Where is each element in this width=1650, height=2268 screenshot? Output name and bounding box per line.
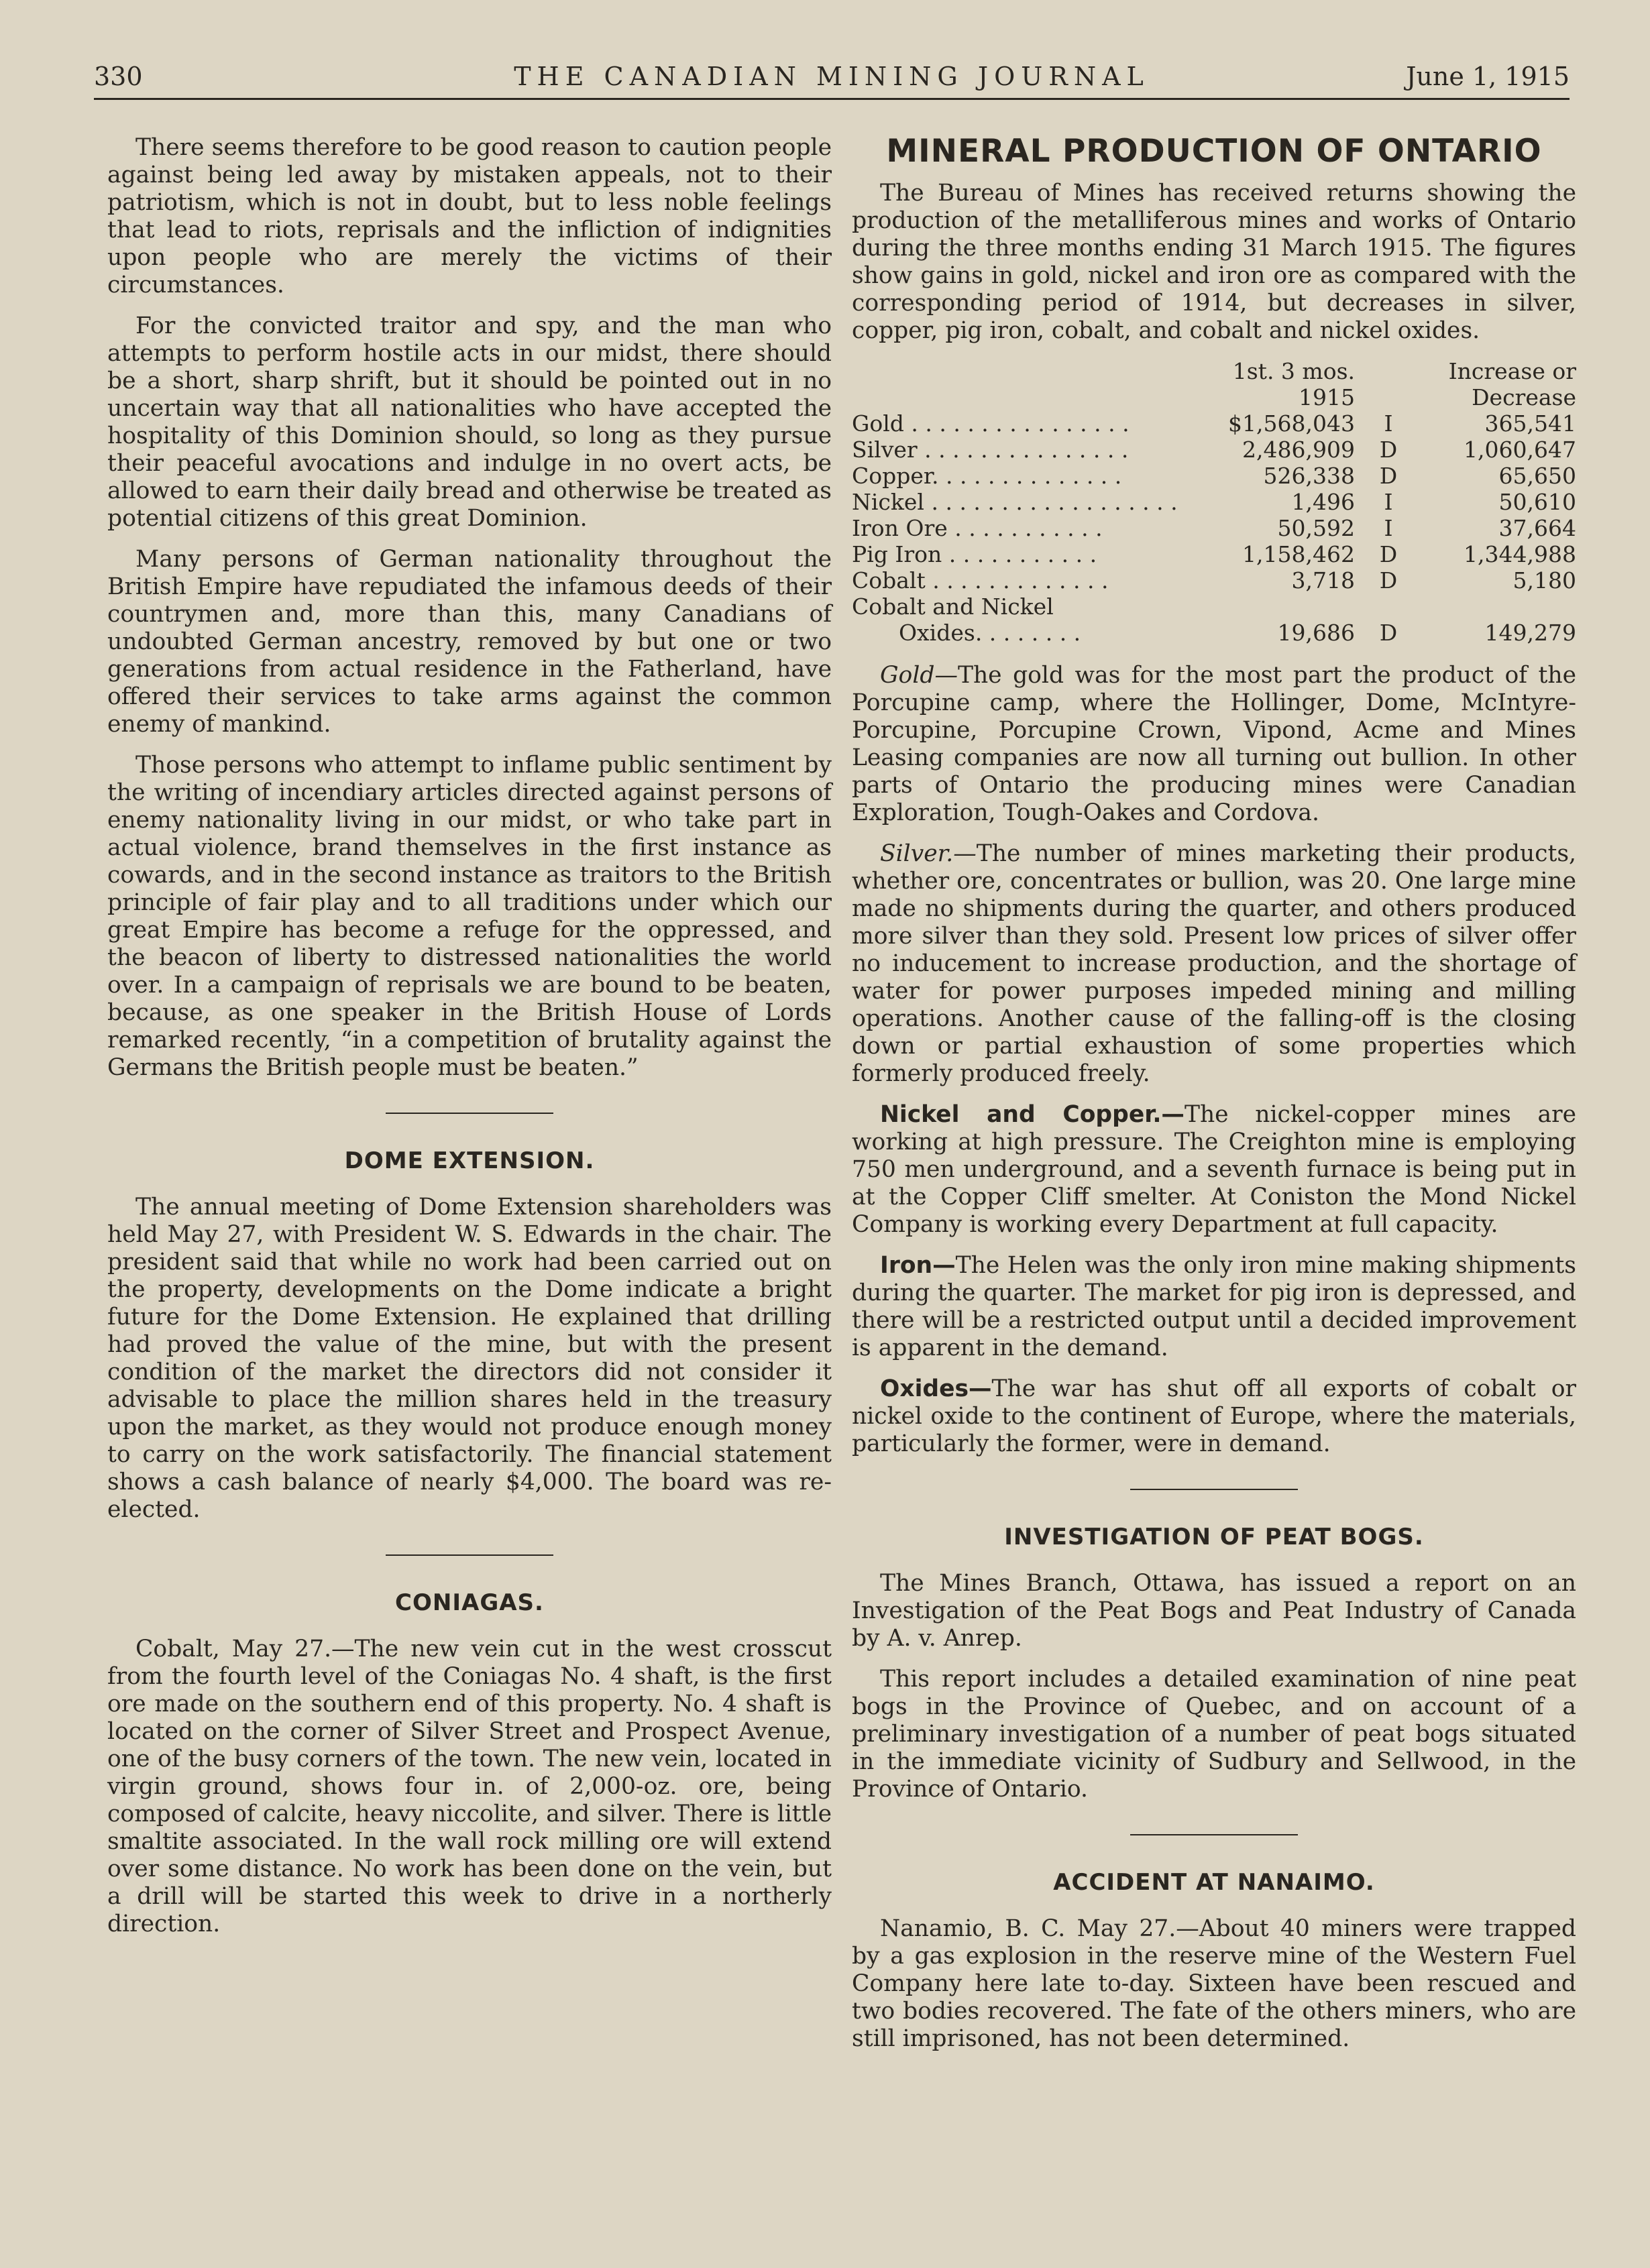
gold-runin-head: Gold— [880,662,958,689]
table-row [852,593,1576,620]
table-row [852,410,1576,437]
table-row [852,489,1576,515]
silver-runin-head: Silver.— [880,840,977,867]
row-mineral: Oxides [899,620,975,646]
row-leader: . . . . . . . . . . . . . . . . [903,410,1130,437]
editorial-paragraph: Many persons of German nationality throughout the British Empire have repudiated the infamous deeds of their countrymen and, more than this, many Canadians of undoubted German ancestry, removed by but one or two generations from actual residence in the Fatherland, have offered their services to take arms against the common enemy of mankind. [107,546,832,738]
page-number: 330 [94,62,143,91]
peat-paragraph: The Mines Branch, Ottawa, has issued a report on an Investigation of the Peat Bogs and Peat Industry of Canada by A. v. Anrep. [852,1570,1576,1652]
row-diff: 50,610 [1498,489,1576,515]
row-leader: . . . . . . . . . . . [947,515,1103,541]
row-leader: . . . . . . . . . . . . . . [932,463,1122,489]
col-header-change2: Decrease [1472,384,1576,410]
dome-extension-text: The annual meeting of Dome Extension shareholders was held May 27, with President W. S. Edwards in the chair. The president said that while no work had been carried out on the property, developments on the Dome indicate a bright future for the Dome Extension. He explained that drilling had proved the value of the mine, but with the present condition of the market the directors did not consider it advisable to place the million shares held in the treasury upon the market, as they would not produce enough money to carry on the work satisfactorily. The financial statement shows a cash balance of nearly $4,000. The board was re-elected. [107,1194,832,1523]
row-value: $1,568,043 [1228,410,1355,437]
row-mineral: Pig Iron [852,541,942,567]
row-leader: . . . . . . . . [975,620,1081,646]
row-flag: I [1384,489,1393,515]
row-leader: . . . . . . . . . . . . . . . [917,437,1129,463]
silver-text: The number of mines marketing their products, whether ore, concentrates or bullion, was 20. One large mine made no shipments during the quarter, and others produced more silver than they sold. Present low prices of silver offer no inducement to increase production, and the shortage of water for power purposes impeded mining and milling operations. Another cause of the falling-off is the closing down or partial exhaustion of some properties which formerly produced freely. [852,840,1576,1087]
page-header [94,62,1570,102]
row-mineral: Iron Ore [852,515,948,541]
row-value: 19,686 [1277,620,1355,646]
row-flag: D [1379,620,1398,646]
table-row [852,437,1576,463]
row-flag: I [1384,515,1393,541]
table-row [852,620,1576,646]
row-diff: 149,279 [1484,620,1576,646]
table-row [852,515,1576,541]
col-header-period: 1st. 3 mos. [1232,358,1355,384]
dome-extension-heading: DOME EXTENSION. [344,1147,595,1174]
peat-bogs-heading: INVESTIGATION OF PEAT BOGS. [1004,1524,1424,1550]
row-mineral: Copper [852,463,932,489]
row-mineral: Nickel [852,489,924,515]
silver-paragraph [852,840,1576,1088]
section-divider [1130,1834,1298,1835]
editorial-paragraph: There seems therefore to be good reason to caution people against being led away by mistaken appeals, not to their patriotism, which is not in doubt, but to less noble feelings that lead to riots, reprisals and the infliction of indignities upon people who are merely the victims of their circumstances. [107,134,832,298]
nickel-copper-paragraph [852,1101,1576,1239]
journal-title: THE CANADIAN MINING JOURNAL [514,62,1150,91]
row-flag: D [1379,567,1398,593]
row-flag: D [1379,437,1398,463]
row-diff: 1,344,988 [1464,541,1576,567]
row-diff: 37,664 [1498,515,1576,541]
oxides-runin-head: Oxides— [880,1375,992,1402]
row-mineral: Silver [852,437,918,463]
iron-text: The Helen was the only iron mine making shipments during the quarter. The market for pig iron is depressed, and there will be a restricted output until a decided improvement is apparent in the demand. [852,1252,1576,1361]
nanaimo-text: Nanamio, B. C. May 27.—About 40 miners were trapped by a gas explosion in the reserve mine of the Western Fuel Company here late to-day. Sixteen have been rescued and two bodies recovered. The fate of the others miners, who are still imprisoned, has not been determined. [852,1915,1576,2052]
coniagas-text: Cobalt, May 27.—The new vein cut in the west crosscut from the fourth level of the Coniagas No. 4 shaft, is the first ore made on the southern end of this property. No. 4 shaft is located on the corner of Silver Street and Prospect Avenue, one of the busy corners of the town. The new vein, located in virgin ground, shows four in. of 2,000-oz. ore, being composed of calcite, heavy niccolite, and silver. There is little smaltite associated. In the wall rock milling ore will extend over some distance. No work has been done on the vein, but a drill will be started this week to drive in a northerly direction. [107,1636,832,1937]
mineral-production-heading: MINERAL PRODUCTION OF ONTARIO [886,133,1542,170]
row-value: 1,158,462 [1242,541,1355,567]
left-column [107,134,832,1951]
section-divider [1130,1489,1298,1490]
nickel-runin-head: Nickel and Copper.— [880,1101,1185,1128]
nickel-text: The nickel-copper mines are working at high pressure. The Creighton mine is employing 750 men underground, and a seventh furnace is being put in at the Copper Cliff smelter. At Coniston the Mond Nickel Company is working every Department at full capacity. [852,1101,1577,1238]
row-leader: . . . . . . . . . . . [942,541,1097,567]
nanaimo-heading: ACCIDENT AT NANAIMO. [1053,1869,1375,1896]
editorial-paragraph: Those persons who attempt to inflame public sentiment by the writing of incendiary articles directed against persons of enemy nationality living in our midst, or who take part in actual violence, brand themselves in the first instance as cowards, and in the second instance as traitors to the British principle of fair play and to all traditions under which our great Empire has become a refuge for the oppressed, and the beacon of liberty to distressed nationalities the world over. In a campaign of reprisals we are bound to be beaten, because, as one speaker in the British House of Lords remarked recently, “in a competition of brutality against the Germans the British people must be beaten.” [107,752,832,1081]
row-mineral: Gold [852,410,904,437]
header-rule [94,98,1570,100]
col-header-year: 1915 [1299,384,1355,410]
editorial-paragraph: For the convicted traitor and spy, and the man who attempts to perform hostile acts in our midst, there should be a short, sharp shrift, but it should be pointed out in no uncertain way that all nationalities who have accepted the hospitality of this Dominion should, so long as they pursue their peaceful avocations and indulge in no overt acts, be allowed to earn their daily bread and otherwise be treated as potential citizens of this great Dominion. [107,313,832,532]
gold-paragraph [852,662,1576,827]
oxides-paragraph [852,1375,1576,1458]
row-mineral-line1: Cobalt and Nickel [852,593,1054,620]
row-value: 50,592 [1277,515,1355,541]
issue-date: June 1, 1915 [1406,62,1570,91]
mineral-intro: The Bureau of Mines has received returns showing the production of the metalliferous mines and works of Ontario during the three months ending 31 March 1915. The figures show gains in gold, nickel and iron ore as compared with the corresponding period of 1914, but decreases in silver, copper, pig iron, cobalt, and cobalt and nickel oxides. [852,180,1576,344]
section-divider [386,1554,553,1556]
peat-paragraph: This report includes a detailed examination of nine peat bogs in the Province of Quebec, and on account of a preliminary investigation of a number of peat bogs situated in the immediate vicinity of Sudbury and Sellwood, in the Province of Ontario. [852,1666,1576,1803]
row-leader: . . . . . . . . . . . . . [925,567,1109,593]
oxides-text: The war has shut off all exports of cobalt or nickel oxide to the continent of Europe, where the materials, particularly the former, were in demand. [852,1375,1576,1457]
table-row [852,567,1576,593]
iron-runin-head: Iron— [880,1252,956,1279]
row-mineral: Cobalt [852,567,926,593]
iron-paragraph [852,1252,1576,1362]
gold-text: The gold was for the most part the product of the Porcupine camp, where the Hollinger, Dome, McIntyre-Porcupine, Porcupine Crown, Vipond, Acme and Mines Leasing companies are now all turning out bullion. In other parts of Ontario the producing mines were Canadian Exploration, Tough-Oakes and Cordova. [852,662,1576,826]
table-row [852,541,1576,567]
row-diff: 5,180 [1512,567,1576,593]
coniagas-heading: CONIAGAS. [395,1589,544,1616]
right-column [852,134,1576,2066]
row-leader: . . . . . . . . . . . . . . . . . . [924,489,1178,515]
row-value: 3,718 [1291,567,1355,593]
table-header-row [852,358,1576,384]
section-divider [386,1113,553,1114]
row-value: 526,338 [1263,463,1355,489]
row-flag: D [1379,463,1398,489]
col-header-change: Increase or [1448,358,1576,384]
table-row [852,463,1576,489]
row-diff: 65,650 [1498,463,1576,489]
table-header-row [852,384,1576,410]
row-value: 2,486,909 [1242,437,1355,463]
row-value: 1,496 [1291,489,1355,515]
row-diff: 365,541 [1484,410,1576,437]
row-flag: I [1384,410,1393,437]
row-flag: D [1379,541,1398,567]
production-table [852,358,1576,646]
row-diff: 1,060,647 [1464,437,1576,463]
